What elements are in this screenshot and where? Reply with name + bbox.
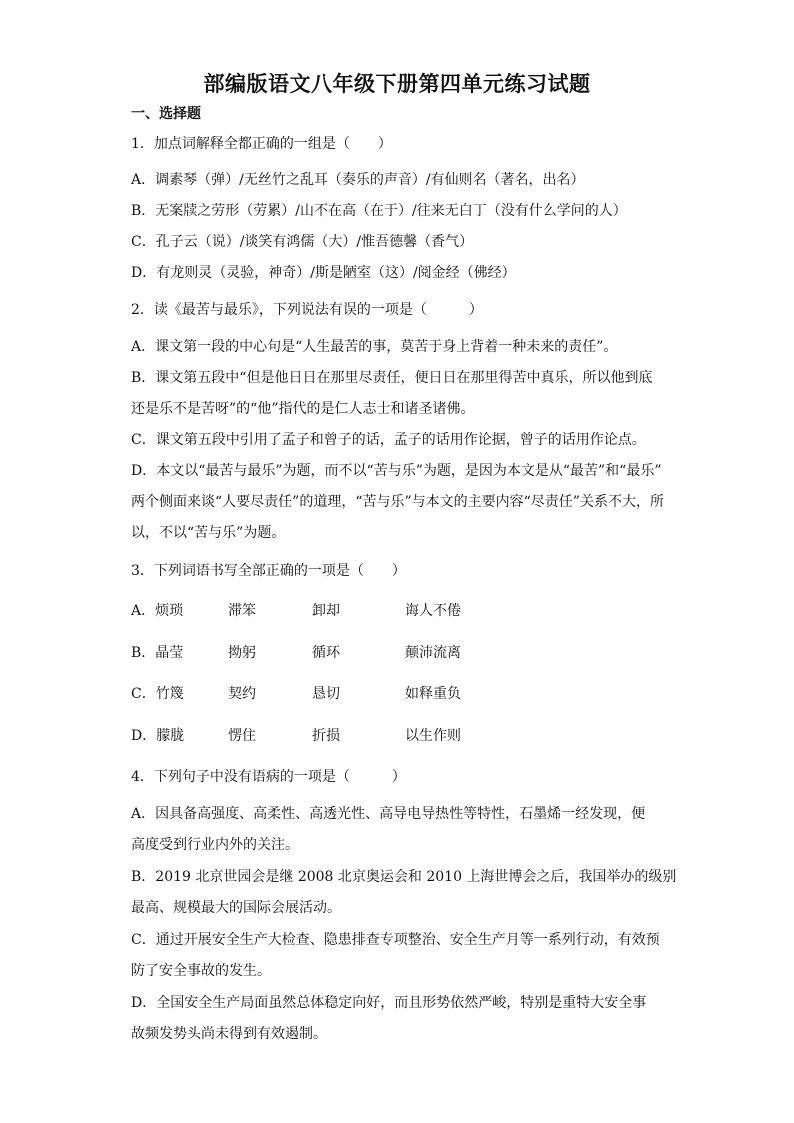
option-word: 颠沛流离 bbox=[405, 645, 461, 661]
option-word: 恳切 bbox=[312, 686, 340, 702]
question-1-stem: 1．加点词解释全都正确的一组是（ ） bbox=[131, 136, 392, 152]
question-4-line: 最高、规模最大的国际会展活动。 bbox=[131, 900, 341, 916]
question-4-stem: 4．下列句子中没有语病的一项是（ ） bbox=[131, 769, 406, 785]
question-4-line: D．全国安全生产局面虽然总体稳定向好，而且形势依然严峻，特别是重特大安全事 bbox=[131, 995, 647, 1011]
option-word: 契约 bbox=[228, 686, 256, 702]
option-word: 循环 bbox=[312, 645, 340, 661]
option-word: 折损 bbox=[312, 728, 340, 744]
option-word: 滞笨 bbox=[228, 603, 256, 619]
question-1-option-b: B．无案牍之劳形（劳累）/山不在高（在于）/往来无白丁（没有什么学问的人） bbox=[131, 203, 627, 219]
option-word: C．竹篾 bbox=[131, 686, 184, 702]
question-4-line: A．因具备高强度、高柔性、高透光性、高导电导热性等特性，石墨烯一经发现，便 bbox=[131, 806, 646, 822]
option-word: 诲人不倦 bbox=[405, 603, 461, 619]
page-title: 部编版语文八年级下册第四单元练习试题 bbox=[203, 71, 591, 96]
question-2-line: 还是乐不是苦呀”的“他”指代的是仁人志士和诸圣诸佛。 bbox=[131, 401, 475, 417]
option-word: 以生作则 bbox=[405, 728, 461, 744]
question-2-line: B．课文第五段中“但是他日日在那里尽责任，便日日在那里得苦中真乐，所以他到底 bbox=[131, 370, 653, 386]
question-2-line: 两个侧面来谈“人要尽责任”的道理，“苦与乐”与本文的主要内容“尽责任”关系不大，所 bbox=[131, 494, 664, 510]
question-2-line: A．课文第一段的中心句是“人生最苦的事，莫苦于身上背着一种未来的责任”。 bbox=[131, 339, 618, 355]
option-word: A．烦琐 bbox=[131, 603, 184, 619]
option-word: D．朦胧 bbox=[131, 728, 185, 744]
question-4-line: 高度受到行业内外的关注。 bbox=[131, 837, 299, 853]
section-heading: 一、选择题 bbox=[131, 106, 201, 122]
question-1-option-c: C．孔子云（说）/谈笑有鸿儒（大）/惟吾德馨（香气） bbox=[131, 234, 474, 250]
option-word: B．晶莹 bbox=[131, 645, 184, 661]
option-word: 拗躬 bbox=[228, 645, 256, 661]
question-4-line: 防了安全事故的发生。 bbox=[131, 963, 271, 979]
question-3-stem: 3．下列词语书写全部正确的一项是（ ） bbox=[131, 563, 406, 579]
question-4-line: 故频发势头尚未得到有效遏制。 bbox=[131, 1026, 327, 1042]
option-word: 如释重负 bbox=[405, 686, 461, 702]
question-4-line: B．2019 北京世园会是继 2008 北京奥运会和 2010 上海世博会之后，我国举办的级别 bbox=[131, 869, 677, 885]
question-2-line: 以，不以“苦与乐”为题。 bbox=[131, 525, 286, 541]
question-2-stem: 2．读《最苦与最乐》，下列说法有误的一项是（ ） bbox=[131, 302, 483, 318]
question-1-option-d: D．有龙则灵（灵验，神奇）/斯是陋室（这）/阅金经（佛经） bbox=[131, 265, 516, 281]
question-2-line: C．课文第五段中引用了孟子和曾子的话，孟子的话用作论据，曾子的话用作论点。 bbox=[131, 432, 646, 448]
question-2-line: D．本文以“最苦与最乐”为题，而不以“苦与乐”为题，是因为本文是从“最苦”和“最乐” bbox=[131, 463, 662, 479]
option-word: 卸却 bbox=[312, 603, 340, 619]
option-word: 愣住 bbox=[228, 728, 256, 744]
question-4-line: C．通过开展安全生产大检查、隐患排查专项整治、安全生产月等一系列行动，有效预 bbox=[131, 932, 660, 948]
question-1-option-a: A．调素琴（弹）/无丝竹之乱耳（奏乐的声音）/有仙则名（著名，出名） bbox=[131, 172, 585, 188]
